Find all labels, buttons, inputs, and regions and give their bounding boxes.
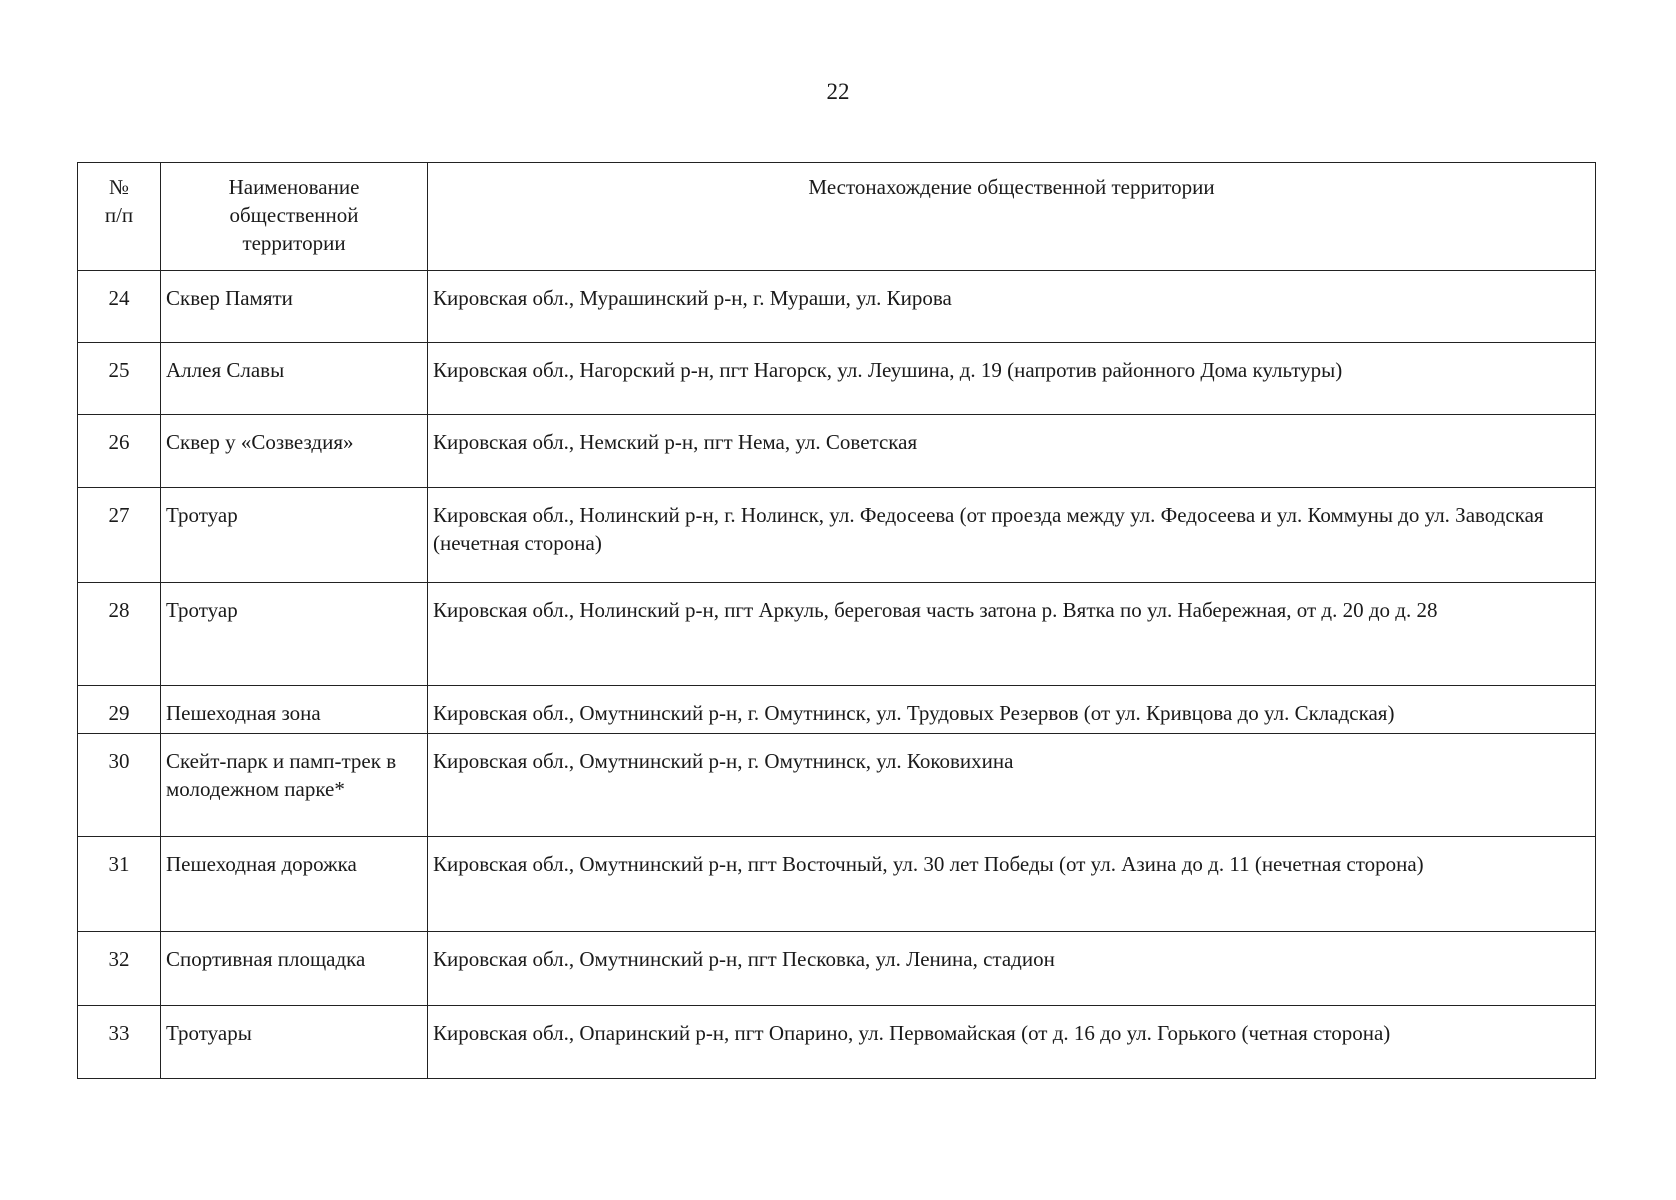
table-row	[78, 271, 1596, 343]
row-name: Сквер у «Созвездия»	[161, 415, 428, 488]
table-row	[78, 837, 1596, 932]
table-row	[78, 415, 1596, 488]
row-location: Кировская обл., Нагорский р-н, пгт Нагорск, ул. Леушина, д. 19 (напротив районного Дома культуры)	[428, 343, 1596, 415]
row-name: Аллея Славы	[161, 343, 428, 415]
row-name: Пешеходная зона	[161, 686, 428, 734]
row-location: Кировская обл., Омутнинский р-н, пгт Песковка, ул. Ленина, стадион	[428, 932, 1596, 1006]
row-name: Скейт-парк и памп-трек в молодежном парке*	[161, 734, 428, 837]
row-name: Тротуар	[161, 583, 428, 686]
table-row	[78, 734, 1596, 837]
row-name: Пешеходная дорожка	[161, 837, 428, 932]
row-number: 26	[78, 415, 161, 488]
row-number: 33	[78, 1006, 161, 1079]
row-location: Кировская обл., Немский р-н, пгт Нема, ул. Советская	[428, 415, 1596, 488]
row-location: Кировская обл., Омутнинский р-н, г. Омутнинск, ул. Трудовых Резервов (от ул. Кривцова до ул. Складская)	[428, 686, 1596, 734]
row-location: Кировская обл., Нолинский р-н, г. Нолинск, ул. Федосеева (от проезда между ул. Федосеева и ул. Коммуны до ул. Заводская (нечетная сторона)	[428, 488, 1596, 583]
row-number: 27	[78, 488, 161, 583]
header-num-line2: п/п	[104, 203, 134, 227]
page-number: 22	[826, 79, 850, 104]
header-name-line3: территории	[242, 231, 346, 255]
row-location: Кировская обл., Нолинский р-н, пгт Аркуль, береговая часть затона р. Вятка по ул. Набережная, от д. 20 до д. 28	[428, 583, 1596, 686]
header-num-line1: №	[108, 175, 130, 199]
table-row	[78, 1006, 1596, 1079]
row-number: 24	[78, 271, 161, 343]
row-location: Кировская обл., Мурашинский р-н, г. Мураши, ул. Кирова	[428, 271, 1596, 343]
row-number: 30	[78, 734, 161, 837]
row-number: 29	[78, 686, 161, 734]
header-name	[161, 163, 428, 271]
table-row	[78, 686, 1596, 734]
territories-table	[77, 162, 1596, 1079]
row-name: Спортивная площадка	[161, 932, 428, 1006]
header-name-line1: Наименование	[228, 175, 360, 199]
table-row	[78, 488, 1596, 583]
table-row	[78, 343, 1596, 415]
row-number: 31	[78, 837, 161, 932]
row-location: Кировская обл., Омутнинский р-н, г. Омутнинск, ул. Коковихина	[428, 734, 1596, 837]
row-location: Кировская обл., Опаринский р-н, пгт Опарино, ул. Первомайская (от д. 16 до ул. Горького (четная сторона)	[428, 1006, 1596, 1079]
row-name: Тротуары	[161, 1006, 428, 1079]
header-location-text: Местонахождение общественной территории	[808, 175, 1215, 199]
row-number: 25	[78, 343, 161, 415]
row-name: Сквер Памяти	[161, 271, 428, 343]
row-number: 28	[78, 583, 161, 686]
header-name-line2: общественной	[229, 203, 359, 227]
table-row	[78, 932, 1596, 1006]
row-name: Тротуар	[161, 488, 428, 583]
header-num	[78, 163, 161, 271]
row-number: 32	[78, 932, 161, 1006]
row-location: Кировская обл., Омутнинский р-н, пгт Восточный, ул. 30 лет Победы (от ул. Азина до д. 11 (нечетная сторона)	[428, 837, 1596, 932]
table-header-row	[78, 163, 1596, 271]
header-location	[428, 163, 1596, 271]
table-row	[78, 583, 1596, 686]
